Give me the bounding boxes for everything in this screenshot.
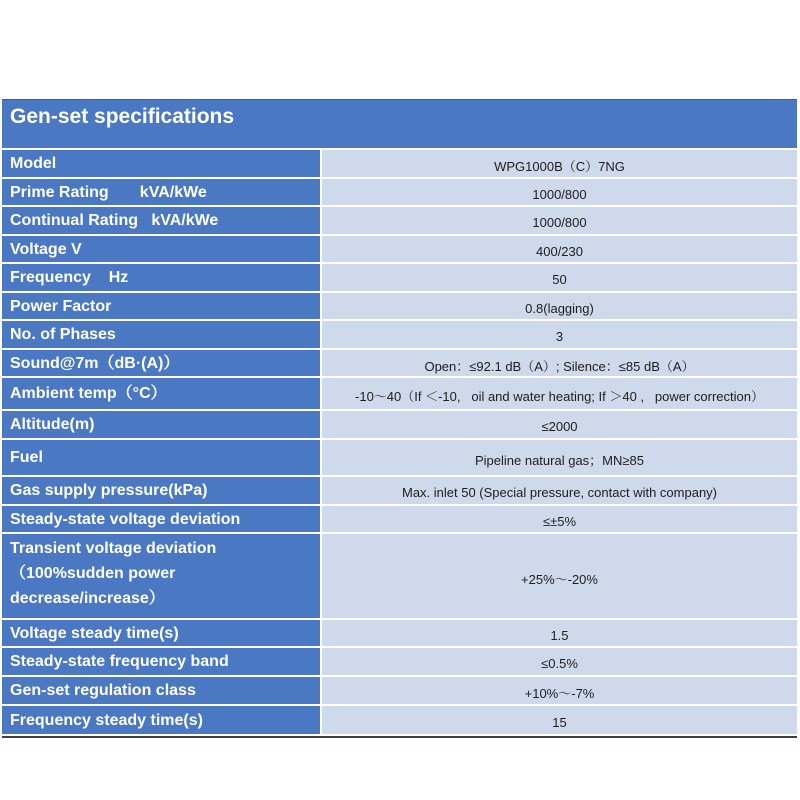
spec-value: -10～40（If ＜-10, oil and water heating; If ＞40 , power correction） (322, 378, 797, 409)
spec-label: Voltage V (2, 236, 320, 262)
table-row (2, 620, 797, 648)
spec-value: ≤±5% (322, 506, 797, 532)
spec-table (2, 99, 797, 738)
spec-value: Pipeline natural gas；MN≥85 (322, 440, 797, 475)
spec-label: Prime Rating kVA/kWe (2, 179, 320, 205)
table-row (2, 150, 797, 179)
table-row (2, 293, 797, 321)
spec-label: Model (2, 150, 320, 177)
table-row (2, 477, 797, 506)
spec-label: Transient voltage deviation （100%sudden power decrease/increase） (2, 534, 320, 618)
spec-label: Ambient temp（°C） (2, 378, 320, 409)
spec-label: Continual Rating kVA/kWe (2, 207, 320, 234)
spec-label: Voltage steady time(s) (2, 620, 320, 646)
table-row (2, 440, 797, 477)
table-row (2, 179, 797, 207)
spec-label: Steady-state frequency band (2, 648, 320, 675)
spec-value: 1000/800 (322, 207, 797, 234)
spec-label: Sound@7m（dB·(A)） (2, 350, 320, 376)
spec-value: 1000/800 (322, 179, 797, 205)
table-title: Gen-set specifications (2, 100, 797, 150)
table-row (2, 411, 797, 440)
spec-label: Gen-set regulation class (2, 677, 320, 704)
spec-value: Max. inlet 50 (Special pressure, contact with company) (322, 477, 797, 504)
spec-label: Frequency steady time(s) (2, 706, 320, 734)
table-row (2, 321, 797, 350)
spec-rows (2, 150, 797, 736)
table-row (2, 506, 797, 534)
table-row (2, 677, 797, 706)
spec-label: Altitude(m) (2, 411, 320, 438)
spec-value: +25%～-20% (322, 534, 797, 618)
spec-label: Steady-state voltage deviation (2, 506, 320, 532)
spec-value: 3 (322, 321, 797, 348)
table-row (2, 706, 797, 736)
spec-value: 1.5 (322, 620, 797, 646)
spec-label: Fuel (2, 440, 320, 475)
spec-label: No. of Phases (2, 321, 320, 348)
table-row (2, 378, 797, 411)
table-row (2, 350, 797, 378)
spec-label: Power Factor (2, 293, 320, 319)
spec-value: 50 (322, 264, 797, 291)
spec-value: +10%～-7% (322, 677, 797, 704)
spec-value: 0.8(lagging) (322, 293, 797, 319)
spec-value: Open：≤92.1 dB（A）; Silence：≤85 dB（A） (322, 350, 797, 376)
table-row (2, 534, 797, 620)
table-row (2, 264, 797, 293)
spec-value: 15 (322, 706, 797, 734)
spec-value: ≤2000 (322, 411, 797, 438)
table-row (2, 236, 797, 264)
spec-label: Frequency Hz (2, 264, 320, 291)
spec-value: 400/230 (322, 236, 797, 262)
spec-value: WPG1000B（C）7NG (322, 150, 797, 177)
spec-value: ≤0.5% (322, 648, 797, 675)
spec-label: Gas supply pressure(kPa) (2, 477, 320, 504)
table-row (2, 207, 797, 236)
table-row (2, 648, 797, 677)
